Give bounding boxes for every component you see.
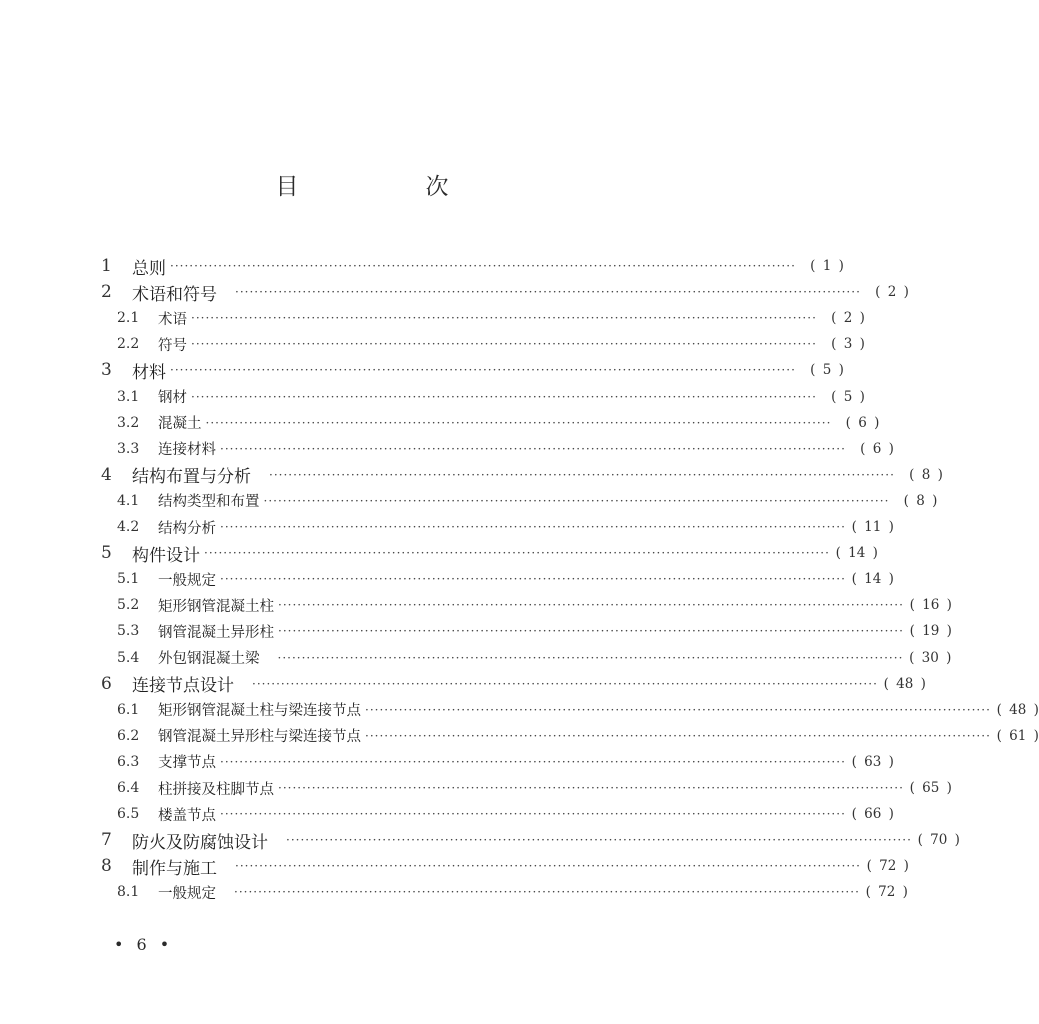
toc-entry-number: 6.4	[117, 780, 140, 796]
toc-dot-leader: ··································································································································	[191, 337, 817, 352]
toc-dot-leader: ··································································································································	[220, 572, 846, 587]
toc-entry-title: 钢材	[158, 390, 187, 406]
toc-entry-page: ( 8 )	[903, 492, 938, 509]
toc-entry-page: ( 14 )	[835, 545, 878, 562]
toc-dot-leader: ··································································································································	[220, 754, 846, 769]
toc-entry-number: 5.4	[117, 649, 140, 666]
toc-entry-number: 5.1	[117, 571, 140, 588]
toc-entry-number: 8.1	[117, 884, 140, 901]
toc-entry-page: ( 61 )	[996, 727, 1039, 744]
toc-entry-title: 制作与施工	[132, 858, 217, 879]
toc-entry-number: 5.2	[117, 597, 140, 614]
toc-entry-page: ( 19 )	[909, 623, 952, 640]
toc-entry-title: 支撑节点	[158, 755, 216, 772]
toc-section-entry[interactable]	[117, 696, 1039, 724]
toc-dot-leader: ··································································································································	[220, 441, 846, 456]
toc-entry-title: 钢管混凝土异形柱	[158, 624, 274, 641]
toc-entry-number: 6.3	[117, 753, 140, 770]
toc-chapter-entry[interactable]	[101, 670, 926, 698]
toc-dot-leader: ··································································································································	[205, 415, 832, 430]
toc-chapter-entry[interactable]	[101, 539, 878, 567]
toc-entry-title: 总则	[132, 258, 166, 279]
toc-entry-page: ( 63 )	[851, 753, 894, 770]
toc-section-entry[interactable]	[117, 591, 952, 619]
toc-entry-number: 3.3	[117, 440, 140, 457]
toc-entry-page: ( 14 )	[851, 571, 894, 588]
toc-entry-title: 混凝土	[158, 416, 202, 433]
toc-entry-page: ( 1 )	[810, 258, 844, 274]
toc-section-entry[interactable]	[117, 409, 880, 437]
toc-entry-title: 结构类型和布置	[158, 494, 260, 511]
toc-entry-number: 6	[101, 673, 112, 694]
toc-entry-title: 结构布置与分析	[132, 467, 251, 488]
toc-entry-number: 7	[101, 830, 112, 851]
toc-entry-page: ( 6 )	[845, 414, 880, 431]
toc-dot-leader: ··································································································································	[263, 493, 890, 508]
toc-entry-number: 8	[101, 856, 112, 877]
toc-dot-leader: ··································································································································	[278, 598, 904, 613]
toc-dot-leader: ··································································································································	[278, 781, 904, 795]
toc-entry-title: 连接节点设计	[132, 676, 234, 697]
toc-section-entry[interactable]	[117, 748, 894, 776]
toc-entry-title: 一般规定	[158, 885, 216, 902]
toc-entry-title: 一般规定	[158, 572, 216, 589]
toc-entry-title: 外包钢混凝土梁	[158, 651, 260, 667]
toc-chapter-entry[interactable]	[101, 461, 943, 489]
toc-dot-leader: ··································································································································	[170, 259, 796, 273]
toc-entry-number: 6.2	[117, 727, 140, 744]
toc-entry-page: ( 2 )	[875, 284, 909, 301]
toc-entry-number: 1	[101, 256, 112, 276]
toc-section-entry[interactable]	[117, 304, 865, 332]
toc-dot-leader: ··································································································································	[204, 546, 830, 561]
toc-section-entry[interactable]	[117, 722, 1039, 750]
toc-dot-leader: ··································································································································	[220, 807, 846, 822]
toc-section-entry[interactable]	[117, 617, 952, 645]
toc-entry-page: ( 70 )	[917, 832, 960, 849]
toc-section-entry[interactable]	[117, 800, 894, 828]
toc-dot-leader: ··································································································································	[365, 702, 991, 717]
toc-entry-title: 柱拼接及柱脚节点	[158, 781, 274, 798]
toc-dot-leader: ··································································································································	[278, 624, 904, 639]
toc-section-entry[interactable]	[117, 774, 952, 802]
toc-entry-page: ( 65 )	[909, 780, 952, 796]
toc-entry-title: 符号	[158, 337, 187, 354]
toc-entry-page: ( 72 )	[866, 858, 909, 875]
toc-dot-leader: ··································································································································	[286, 833, 912, 848]
toc-entry-title: 防火及防腐蚀设计	[132, 832, 268, 853]
toc-dot-leader: ··································································································································	[170, 363, 796, 378]
toc-entry-page: ( 66 )	[851, 806, 894, 823]
toc-section-entry[interactable]	[117, 513, 894, 541]
toc-section-entry[interactable]	[117, 487, 938, 515]
toc-chapter-entry[interactable]	[101, 278, 909, 306]
toc-entry-page: ( 48 )	[996, 701, 1039, 718]
toc-entry-number: 4.1	[117, 492, 140, 509]
toc-entry-page: ( 72 )	[865, 884, 908, 901]
page-title: 目 次	[275, 174, 501, 200]
toc-dot-leader: ··································································································································	[365, 728, 991, 743]
toc-section-entry[interactable]	[117, 435, 894, 463]
toc-section-entry[interactable]	[117, 878, 908, 906]
toc-entry-page: ( 3 )	[831, 336, 865, 353]
toc-entry-number: 4.2	[117, 519, 140, 535]
toc-entry-title: 矩形钢管混凝土柱与梁连接节点	[158, 703, 361, 720]
toc-dot-leader: ··································································································································	[220, 520, 846, 534]
toc-dot-leader: ··································································································································	[234, 885, 860, 900]
toc-entry-title: 钢管混凝土异形柱与梁连接节点	[158, 729, 361, 746]
toc-entry-title: 结构分析	[158, 520, 216, 537]
toc-dot-leader: ··································································································································	[269, 467, 895, 482]
toc-entry-number: 6.5	[117, 806, 140, 823]
toc-entry-page: ( 5 )	[810, 362, 844, 379]
toc-entry-title: 构件设计	[132, 545, 200, 566]
toc-entry-page: ( 6 )	[860, 440, 894, 457]
toc-entry-number: 5.3	[117, 623, 140, 640]
toc-dot-leader: ··································································································································	[191, 389, 817, 404]
toc-dot-leader: ··································································································································	[252, 676, 878, 691]
toc-entry-page: ( 48 )	[883, 675, 926, 692]
toc-dot-leader: ··································································································································	[235, 285, 861, 300]
toc-section-entry[interactable]	[117, 383, 865, 411]
page-number: • 6 •	[114, 935, 174, 954]
toc-entry-number: 2.1	[117, 310, 140, 327]
toc-dot-leader: ··································································································································	[277, 650, 904, 665]
toc-entry-title: 楼盖节点	[158, 807, 216, 824]
toc-chapter-entry[interactable]	[101, 826, 960, 854]
toc-entry-page: ( 2 )	[831, 310, 865, 327]
toc-dot-leader: ··································································································································	[191, 311, 817, 326]
toc-entry-number: 5	[101, 543, 112, 564]
toc-entry-number: 2	[101, 282, 112, 303]
toc-entry-number: 6.1	[117, 701, 140, 718]
toc-entry-title: 矩形钢管混凝土柱	[158, 598, 274, 615]
toc-entry-number: 3.2	[117, 414, 140, 431]
toc-entry-page: ( 5 )	[831, 388, 865, 405]
toc-entry-title: 连接材料	[158, 442, 216, 459]
toc-entry-page: ( 11 )	[851, 519, 894, 535]
toc-entry-number: 3.1	[117, 388, 140, 405]
toc-chapter-entry[interactable]	[101, 356, 844, 384]
toc-entry-title: 术语	[158, 311, 187, 328]
toc-entry-title: 术语和符号	[132, 284, 217, 305]
toc-entry-number: 4	[101, 464, 112, 485]
toc-dot-leader: ··································································································································	[235, 859, 861, 874]
toc-entry-page: ( 16 )	[909, 597, 952, 614]
toc-chapter-entry[interactable]	[101, 252, 844, 280]
toc-entry-number: 2.2	[117, 336, 140, 353]
toc-section-entry[interactable]	[117, 644, 952, 672]
toc-entry-page: ( 8 )	[909, 466, 943, 483]
toc-section-entry[interactable]	[117, 565, 894, 593]
toc-entry-page: ( 30 )	[909, 649, 952, 666]
toc-entry-number: 3	[101, 360, 112, 381]
toc-chapter-entry[interactable]	[101, 852, 909, 880]
toc-entry-title: 材料	[132, 362, 166, 383]
toc-section-entry[interactable]	[117, 330, 865, 358]
